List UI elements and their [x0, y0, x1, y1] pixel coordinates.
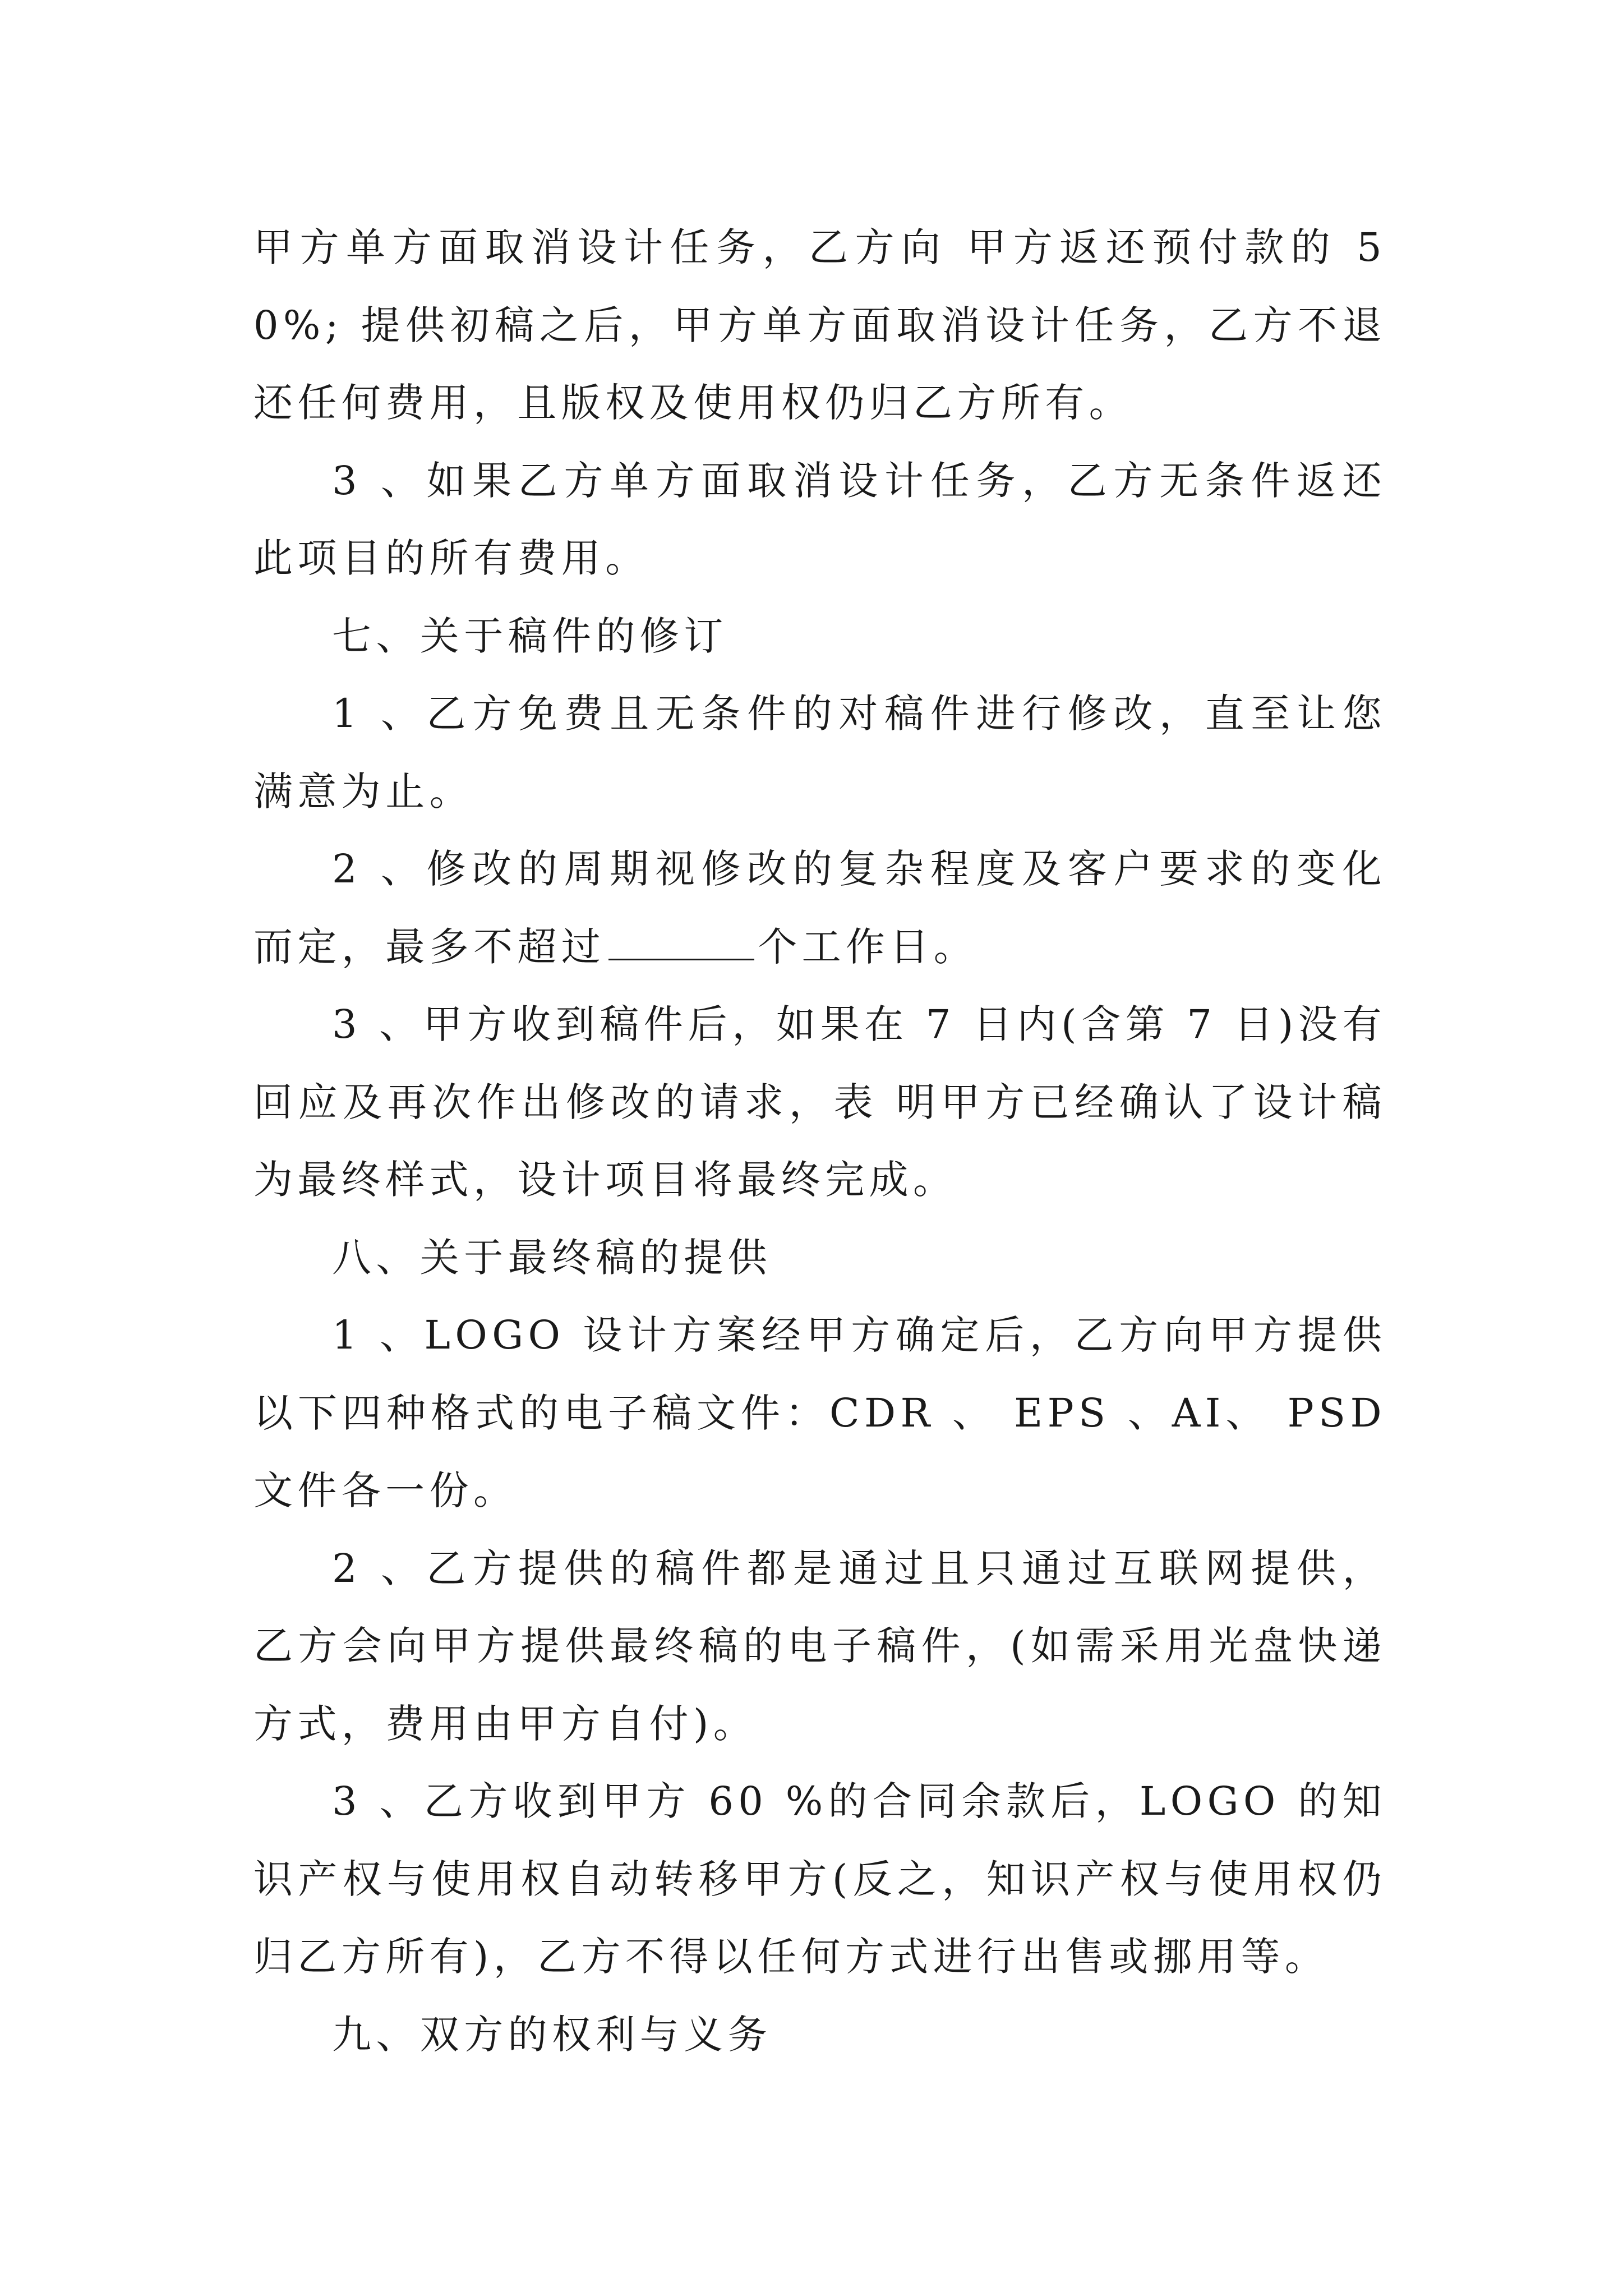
paragraph-clause-7-2: [253, 830, 1386, 986]
section-heading-7: 七、关于稿件的修订: [332, 613, 728, 659]
paragraph-clause-8-3: 3 、乙方收到甲方 60 %的合同余款后，LOGO 的知识产权与使用权自动转移甲方(反之，知识产权与使用权仍归乙方所有)，乙方不得以任何方式进行出售或挪用等。: [253, 1778, 1386, 1980]
paragraph-clause-6-3: 3 、如果乙方单方面取消设计任务，乙方无条件返还此项目的所有费用。: [253, 457, 1386, 581]
document-body: [253, 209, 1386, 2073]
clause-7-2-text-before: 2 、修改的周期视修改的复杂程度及客户要求的变化而定，最多不超过: [253, 846, 1386, 970]
paragraph-cancellation-terms: 甲方单方面取消设计任务，乙方向 甲方返还预付款的 50%; 提供初稿之后，甲方单方面取消设计任务，乙方不退还任何费用，且版权及使用权仍归乙方所有。: [253, 224, 1386, 426]
section-heading-8: 八、关于最终稿的提供: [332, 1234, 772, 1281]
paragraph-clause-8-2: 2 、乙方提供的稿件都是通过且只通过互联网提供，乙方会向甲方提供最终稿的电子稿件，(如需采用光盘快递方式，费用由甲方自付)。: [253, 1545, 1386, 1747]
clause-7-2-text-after: 个工作日。: [758, 923, 978, 970]
fill-in-blank-workdays: [608, 958, 754, 960]
paragraph-clause-8-1: 1 、LOGO 设计方案经甲方确定后，乙方向甲方提供以下四种格式的电子稿文件：CDR 、 EPS 、AI、 PSD 文件各一份。: [253, 1312, 1386, 1513]
paragraph-clause-7-3: 3 、甲方收到稿件后，如果在 7 日内(含第 7 日)没有回应及再次作出修改的请求，表 明甲方已经确认了设计稿为最终样式，设计项目将最终完成。: [253, 1001, 1386, 1203]
paragraph-clause-7-1: 1 、乙方免费且无条件的对稿件进行修改，直至让您满意为止。: [253, 691, 1386, 815]
section-heading-9: 九、双方的权利与义务: [332, 2011, 772, 2058]
